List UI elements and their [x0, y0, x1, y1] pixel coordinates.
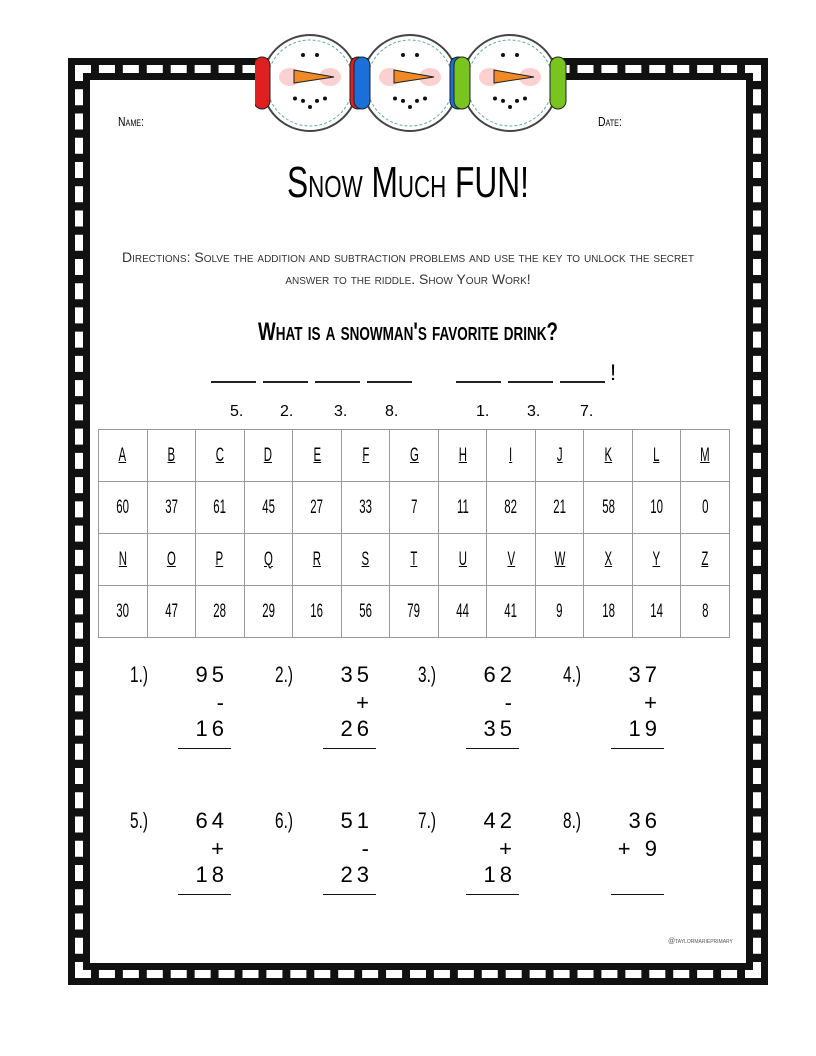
key-letter: K	[604, 444, 612, 466]
problem-number: 7.)	[418, 808, 436, 833]
problem-bottom-operand: + 18	[195, 836, 228, 887]
key-letter: O	[166, 548, 176, 570]
key-letter-cell	[584, 534, 633, 586]
blank-number: 3.	[527, 403, 541, 420]
key-letter: J	[556, 444, 563, 466]
key-value: 58	[601, 496, 615, 518]
key-letter: I	[509, 444, 513, 466]
problem-bottom-operand: - 23	[340, 836, 373, 887]
snowman-head-icon	[454, 35, 566, 131]
problem-bottom-operand: + 26	[340, 690, 373, 741]
key-value-cell	[535, 586, 584, 638]
key-letter-cell	[535, 534, 584, 586]
problem-bottom-operand: + 18	[483, 836, 516, 887]
key-value-cell	[341, 482, 390, 534]
key-value-cell	[244, 586, 293, 638]
answer-blank[interactable]	[508, 381, 553, 383]
answer-blank[interactable]	[560, 381, 605, 383]
key-letter: Y	[652, 548, 661, 570]
key-letter-cell	[244, 430, 293, 482]
answer-line[interactable]	[323, 748, 376, 749]
key-value-cell	[390, 482, 439, 534]
key-value: 16	[310, 600, 324, 622]
math-problem	[563, 808, 733, 908]
key-value-cell	[390, 586, 439, 638]
key-letter: Q	[263, 548, 273, 570]
key-letter: U	[458, 548, 467, 570]
key-value: 82	[504, 496, 518, 518]
key-value: 44	[456, 600, 469, 622]
problem-top-operand: 95	[195, 662, 228, 687]
key-letter-cell	[438, 534, 487, 586]
key-letter-cell	[681, 534, 730, 586]
directions: Directions: Solve the addition and subtraction problems and use the key to unlock the secret answer to the riddle. Show Your Work!	[122, 249, 694, 287]
problem-number: 2.)	[275, 662, 293, 687]
problem-bottom-operand: - 16	[195, 690, 228, 741]
answer-line[interactable]	[178, 894, 231, 895]
answer-blank[interactable]	[315, 381, 360, 383]
problem-top-operand: 36	[628, 808, 661, 833]
key-value: 10	[650, 496, 663, 518]
key-letter: W	[554, 548, 565, 570]
key-letter-cell	[196, 534, 245, 586]
problem-number: 6.)	[275, 808, 293, 833]
problem-top-operand: 64	[195, 808, 228, 833]
key-letter: A	[118, 444, 127, 466]
key-letter: L	[653, 444, 660, 466]
key-value: 33	[359, 496, 372, 518]
answer-line[interactable]	[178, 748, 231, 749]
key-letter: S	[361, 548, 370, 570]
key-value-cell	[632, 586, 681, 638]
key-letter: N	[118, 548, 127, 570]
key-value: 27	[310, 496, 324, 518]
key-value-cell	[293, 482, 342, 534]
key-letter-cell	[390, 430, 439, 482]
answer-blank[interactable]	[456, 381, 501, 383]
snowman-head-icon	[255, 35, 366, 131]
key-value: 56	[359, 600, 372, 622]
key-value: 11	[456, 496, 469, 518]
exclamation: !	[610, 360, 617, 385]
answer-line[interactable]	[466, 748, 519, 749]
key-value: 28	[213, 600, 227, 622]
blank-number: 1.	[476, 403, 490, 420]
key-letter: G	[409, 444, 419, 466]
problem-number: 5.)	[130, 808, 148, 833]
problem-number: 1.)	[130, 662, 148, 687]
key-letter: H	[458, 444, 467, 466]
key-letter-cell	[681, 430, 730, 482]
key-value-cell	[438, 586, 487, 638]
key-value-cell	[632, 482, 681, 534]
date-label: Date:	[598, 114, 622, 129]
answer-blank[interactable]	[263, 381, 308, 383]
key-value: 0	[702, 496, 709, 518]
answer-line[interactable]	[466, 894, 519, 895]
blank-number: 3.	[334, 403, 348, 420]
key-value: 37	[164, 496, 178, 518]
key-value-cell	[244, 482, 293, 534]
key-value-cell	[99, 586, 148, 638]
answer-line[interactable]	[323, 894, 376, 895]
key-value-cell	[487, 586, 536, 638]
key-letter: X	[604, 548, 612, 570]
page-title: Snow Much FUN!	[287, 158, 529, 207]
key-value: 47	[164, 600, 178, 622]
key-value-cell	[584, 482, 633, 534]
blank-number: 8.	[385, 403, 399, 420]
problem-bottom-operand: - 35	[483, 690, 516, 741]
key-value-cell	[535, 482, 584, 534]
key-letter-cell	[244, 534, 293, 586]
key-value: 29	[262, 600, 275, 622]
key-value: 21	[553, 496, 566, 518]
key-value-cell	[584, 586, 633, 638]
key-value-cell	[438, 482, 487, 534]
key-value-cell	[341, 586, 390, 638]
key-value-cell	[147, 586, 196, 638]
key-letter: D	[264, 444, 273, 466]
key-value: 18	[601, 600, 615, 622]
key-letter-cell	[147, 534, 196, 586]
key-value: 7	[410, 496, 418, 518]
key-letter-cell	[535, 430, 584, 482]
key-letter: R	[312, 548, 322, 570]
key-letter-cell	[632, 430, 681, 482]
key-letter-cell	[341, 430, 390, 482]
key-value-cell	[487, 482, 536, 534]
credit: @taylormarieprimary	[668, 938, 733, 945]
key-letter: M	[700, 444, 710, 466]
key-letter-cell	[487, 534, 536, 586]
key-value-cell	[196, 586, 245, 638]
blank-number: 7.	[580, 403, 594, 420]
answer-blank[interactable]	[367, 381, 412, 383]
key-letter: E	[313, 444, 321, 466]
problem-number: 3.)	[418, 662, 436, 687]
problem-top-operand: 42	[483, 808, 516, 833]
problem-top-operand: 37	[628, 662, 661, 687]
key-letter-cell	[147, 430, 196, 482]
snowman-head-icon	[354, 35, 466, 131]
problem-top-operand: 35	[340, 662, 373, 687]
key-value: 41	[504, 600, 518, 622]
snowman-heads-illustration	[255, 15, 580, 140]
key-letter-cell	[293, 430, 342, 482]
key-value-cell	[99, 482, 148, 534]
key-letter-cell	[99, 430, 148, 482]
key-value-cell	[681, 482, 730, 534]
answer-line[interactable]	[611, 748, 664, 749]
key-letter-cell	[341, 534, 390, 586]
key-letter-cell	[584, 430, 633, 482]
key-letter: B	[167, 444, 176, 466]
key-value: 45	[262, 496, 275, 518]
problem-top-operand: 62	[483, 662, 516, 687]
key-value: 79	[407, 600, 421, 622]
riddle-question: What is a snowman's favorite drink?	[258, 318, 558, 346]
key-value-cell	[293, 586, 342, 638]
key-value: 9	[556, 600, 563, 622]
key-value: 61	[213, 496, 227, 518]
answer-key-table	[98, 429, 730, 638]
key-letter-cell	[99, 534, 148, 586]
problem-top-operand: 51	[340, 808, 373, 833]
key-letter: V	[507, 548, 515, 570]
key-value-cell	[681, 586, 730, 638]
problem-bottom-operand: + 9	[617, 836, 661, 861]
problem-number: 4.)	[563, 662, 581, 687]
key-letter: C	[215, 444, 224, 466]
key-value: 14	[650, 600, 663, 622]
key-letter-cell	[196, 430, 245, 482]
key-value: 8	[702, 600, 709, 622]
blank-number: 2.	[280, 403, 294, 420]
name-label: Name:	[118, 114, 145, 129]
key-letter: P	[216, 548, 224, 570]
key-letter: Z	[701, 548, 709, 570]
key-value: 30	[116, 600, 130, 622]
key-letter-cell	[487, 430, 536, 482]
math-problem	[563, 662, 733, 762]
key-letter-cell	[632, 534, 681, 586]
key-letter-cell	[438, 430, 487, 482]
problem-bottom-operand: + 19	[628, 690, 661, 741]
problem-number: 8.)	[563, 808, 581, 833]
answer-blank[interactable]	[211, 381, 256, 383]
key-value-cell	[196, 482, 245, 534]
key-value-cell	[147, 482, 196, 534]
key-value: 60	[116, 496, 130, 518]
blank-number: 5.	[230, 403, 244, 420]
key-letter-cell	[293, 534, 342, 586]
key-letter: F	[361, 444, 369, 466]
key-letter-cell	[390, 534, 439, 586]
key-letter: T	[410, 548, 418, 570]
answer-line[interactable]	[611, 894, 664, 895]
